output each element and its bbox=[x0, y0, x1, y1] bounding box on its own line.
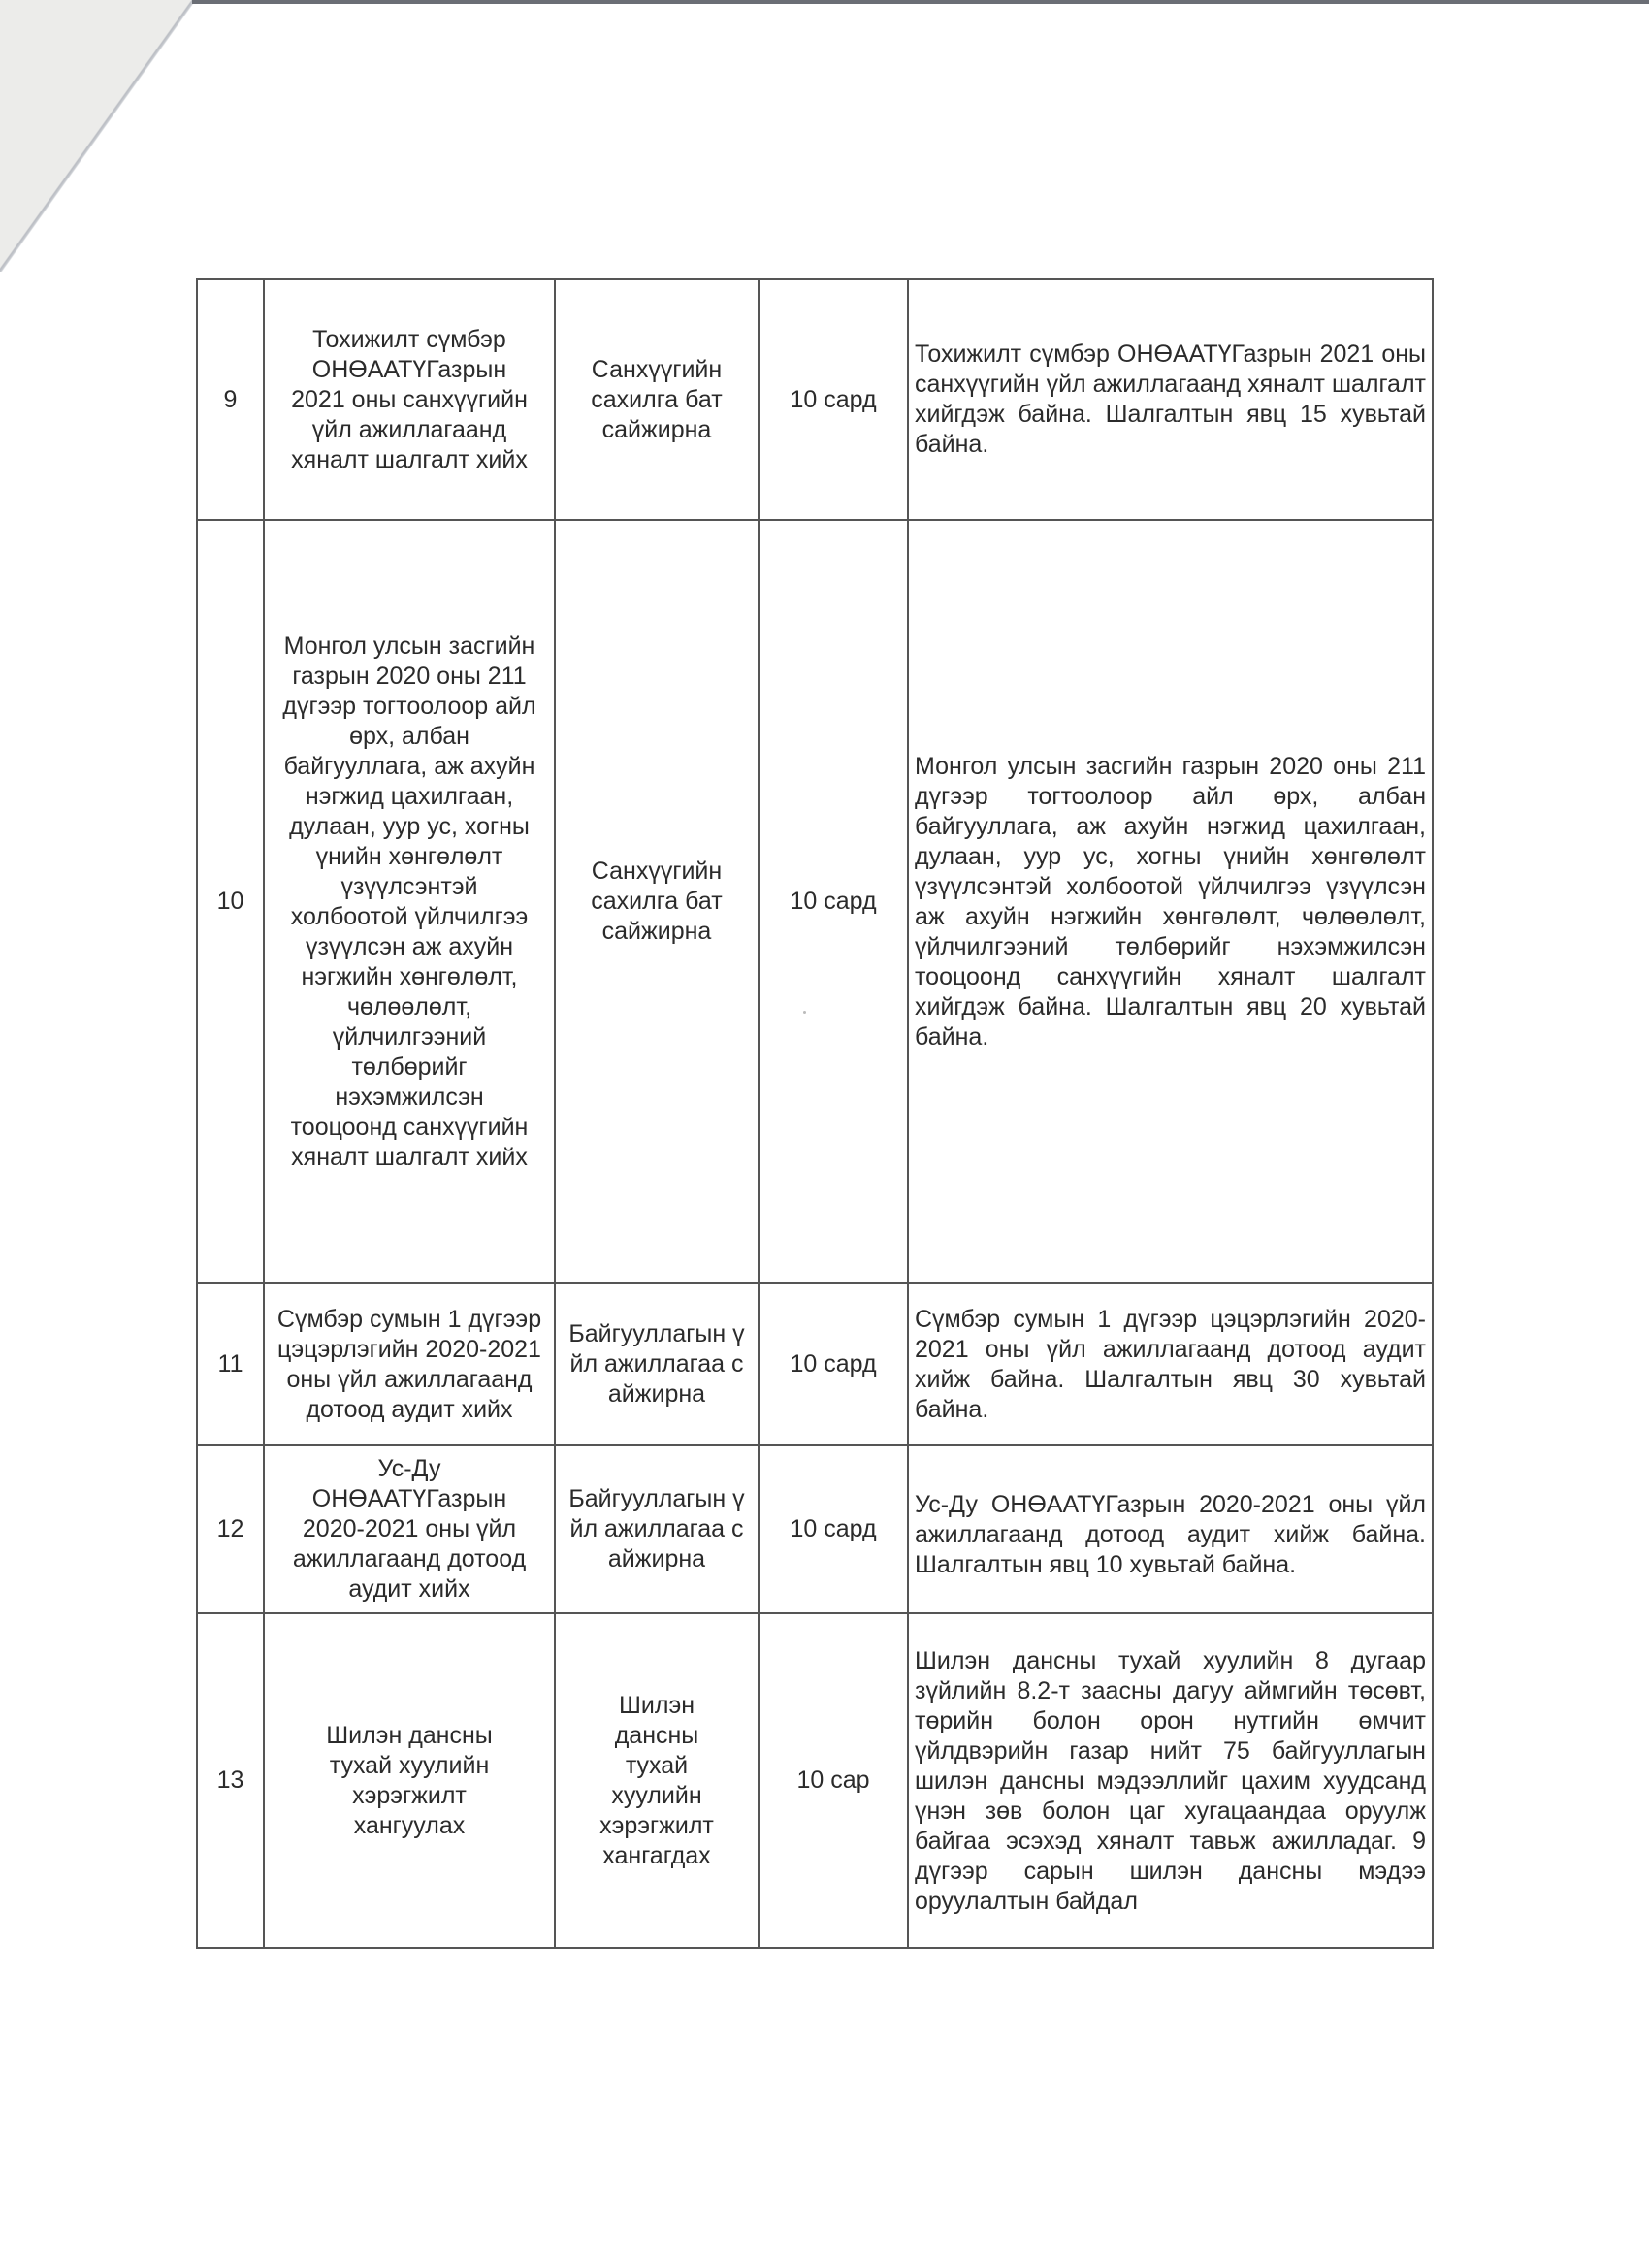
row-number: 13 bbox=[197, 1613, 264, 1948]
timeline-cell: 10 сард bbox=[759, 1445, 908, 1613]
activity-cell: Сүмбэр сумын 1 дүгээр цэцэрлэгийн 2020-2021 оны үйл ажиллагаанд дотоод аудит хийх bbox=[264, 1283, 555, 1445]
expected-result-cell: Санхүүгийн сахилга бат сайжирна bbox=[555, 279, 759, 520]
activity-cell: Шилэн дансны тухай хуулийн хэрэгжилт хангуулах bbox=[264, 1613, 555, 1948]
table-row bbox=[197, 520, 1433, 1283]
timeline-cell: 10 сард bbox=[759, 520, 908, 1283]
activity-cell: Тохижилт сүмбэр ОНӨААТҮГазрын 2021 оны санхүүгийн үйл ажиллагаанд хяналт шалгалт хийх bbox=[264, 279, 555, 520]
progress-cell: Монгол улсын засгийн газрын 2020 оны 211 дүгээр тогтоолоор айл өрх, албан байгууллага, аж ахуйн нэгжид цахилгаан, дулаан, уур ус, хогны үнийн хөнгөлөлт үзүүлсэнтэй холбоотой үйлчилгээ үзүүлсэн аж ахуйн нэгжийн хөнгөлөлт, чөлөөлөлт, үйлчилгээний төлбөрийг нэхэмжилсэн тооцоонд санхүүгийн хяналт шалгалт хийгдэж байна. Шалгалтын явц 20 хувьтай байна. bbox=[908, 520, 1433, 1283]
progress-cell: Сүмбэр сумын 1 дүгээр цэцэрлэгийн 2020-2021 оны үйл ажиллагаанд дотоод аудит хийж байна. Шалгалтын явц 30 хувьтай байна. bbox=[908, 1283, 1433, 1445]
table-row bbox=[197, 1613, 1433, 1948]
progress-cell: Ус-Ду ОНӨААТҮГазрын 2020-2021 оны үйл ажиллагаанд дотоод аудит хийж байна. Шалгалтын явц 10 хувьтай байна. bbox=[908, 1445, 1433, 1613]
plan-progress-table bbox=[196, 278, 1434, 1949]
table-row bbox=[197, 279, 1433, 520]
row-number: 9 bbox=[197, 279, 264, 520]
expected-result-cell: Шилэн дансны тухай хуулийн хэрэгжилт хангагдах bbox=[555, 1613, 759, 1948]
activity-cell: Монгол улсын засгийн газрын 2020 оны 211 дүгээр тогтоолоор айл өрх, албан байгууллага, аж ахуйн нэгжид цахилгаан, дулаан, уур ус, хогны үнийн хөнгөлөлт үзүүлсэнтэй холбоотой үйлчилгээ үзүүлсэн аж ахуйн нэгжийн хөнгөлөлт, чөлөөлөлт, үйлчилгээний төлбөрийг нэхэмжилсэн тооцоонд санхүүгийн хяналт шалгалт хийх bbox=[264, 520, 555, 1283]
expected-result-cell: Санхүүгийн сахилга бат сайжирна bbox=[555, 520, 759, 1283]
row-number: 11 bbox=[197, 1283, 264, 1445]
timeline-cell: 10 сард bbox=[759, 1283, 908, 1445]
expected-result-cell: Байгууллагын үйл ажиллагаа сайжирна bbox=[555, 1283, 759, 1445]
progress-cell: Шилэн дансны тухай хуулийн 8 дугаар зүйлийн 8.2-т заасны дагуу аймгийн төсөвт, төрийн болон орон нутгийн өмчит үйлдвэрийн газар нийт 75 байгууллагын шилэн дансны мэдээллийг цахим хуудсанд үнэн зөв болон цаг хугацаандаа оруулж байгаа эсэхэд хяналт тавьж ажилладаг. 9 дүгээр сарын шилэн дансны мэдээ оруулалтын байдал bbox=[908, 1613, 1433, 1948]
scan-speck bbox=[803, 1011, 806, 1014]
scanned-page-fold bbox=[0, 0, 194, 272]
timeline-cell: 10 сард bbox=[759, 279, 908, 520]
row-number: 12 bbox=[197, 1445, 264, 1613]
progress-cell: Тохижилт сүмбэр ОНӨААТҮГазрын 2021 оны санхүүгийн үйл ажиллагаанд хяналт шалгалт хийгдэж байна. Шалгалтын явц 15 хувьтай байна. bbox=[908, 279, 1433, 520]
table-row bbox=[197, 1283, 1433, 1445]
activity-cell: Ус-Ду ОНӨААТҮГазрын 2020-2021 оны үйл ажиллагаанд дотоод аудит хийх bbox=[264, 1445, 555, 1613]
scan-edge bbox=[192, 0, 1649, 4]
table-row bbox=[197, 1445, 1433, 1613]
row-number: 10 bbox=[197, 520, 264, 1283]
expected-result-cell: Байгууллагын үйл ажиллагаа сайжирна bbox=[555, 1445, 759, 1613]
timeline-cell: 10 сар bbox=[759, 1613, 908, 1948]
